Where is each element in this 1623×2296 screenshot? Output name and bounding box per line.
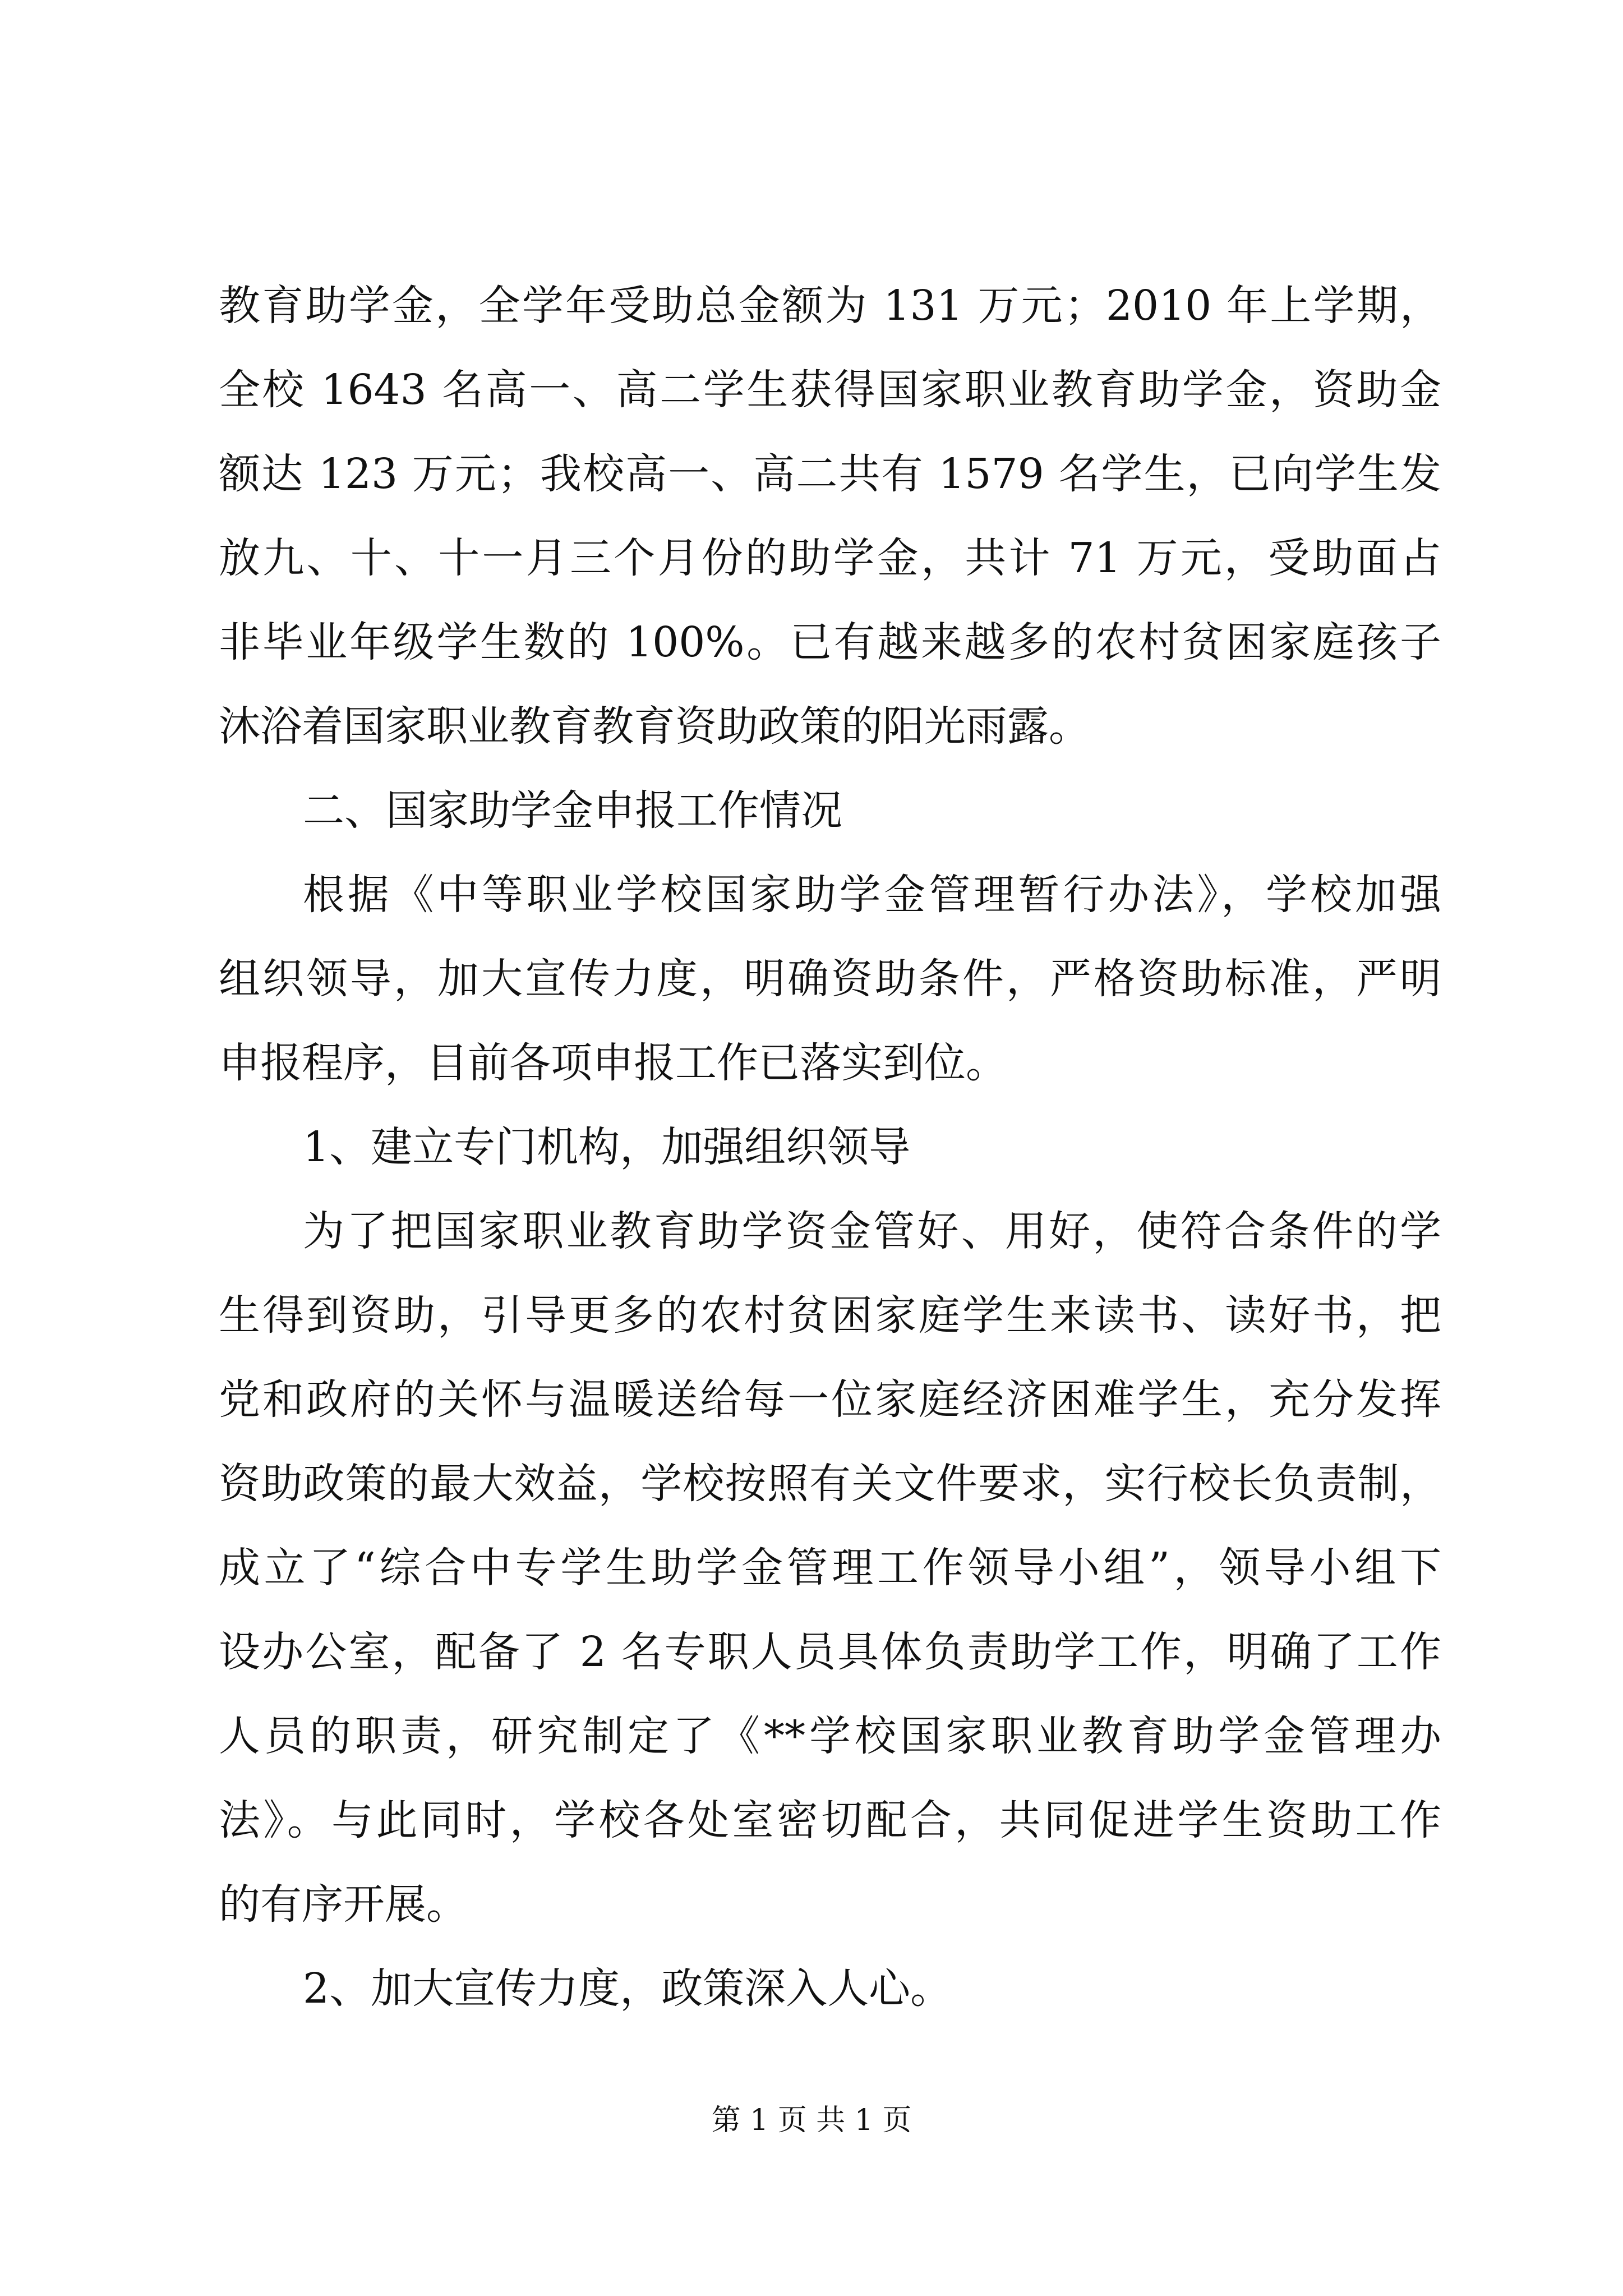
section-heading: 二、国家助学金申报工作情况 — [303, 786, 842, 835]
text-line: 法》。与此同时，学校各处室密切配合，共同促进学生资助工作 — [219, 1796, 1441, 1844]
text-line: 放九、十、十一月三个月份的助学金，共计 71 万元，受助面占 — [219, 534, 1441, 582]
text-line: 教育助学金，全学年受助总金额为 131 万元；2010 年上学期， — [219, 282, 1441, 330]
paragraph-organization — [219, 1189, 1441, 1947]
document-body — [219, 264, 1441, 2031]
paragraph-funding-summary — [219, 264, 1441, 769]
page-number: 第 1 页 共 1 页 — [711, 2104, 912, 2137]
paragraph-application-overview — [219, 853, 1441, 1105]
text-line: 非毕业年级学生数的 100%。已有越来越多的农村贫困家庭孩子 — [219, 618, 1441, 666]
text-line: 人员的职责，研究制定了《**学校国家职业教育助学金管理办 — [219, 1712, 1441, 1760]
text-line: 党和政府的关怀与温暖送给每一位家庭经济困难学生，充分发挥 — [219, 1375, 1441, 1424]
text-line: 成立了“综合中专学生助学金管理工作领导小组”，领导小组下 — [219, 1544, 1441, 1592]
text-line: 设办公室，配备了 2 名专职人员具体负责助学工作，明确了工作 — [219, 1628, 1441, 1676]
text-line: 沐浴着国家职业教育教育资助政策的阳光雨露。 — [219, 702, 1090, 751]
text-line: 资助政策的最大效益，学校按照有关文件要求，实行校长负责制， — [219, 1460, 1441, 1508]
text-line: 根据《中等职业学校国家助学金管理暂行办法》，学校加强 — [303, 871, 1441, 919]
text-line: 组织领导，加大宣传力度，明确资助条件，严格资助标准，严明 — [219, 955, 1441, 1003]
text-line: 额达 123 万元；我校高一、高二共有 1579 名学生，已向学生发 — [219, 450, 1441, 498]
text-line: 申报程序，目前各项申报工作已落实到位。 — [219, 1039, 1007, 1087]
subsection-heading-2: 2、加大宣传力度，政策深入人心。 — [303, 1964, 952, 2013]
text-line: 为了把国家职业教育助学资金管好、用好，使符合条件的学 — [303, 1207, 1441, 1255]
text-line: 全校 1643 名高一、高二学生获得国家职业教育助学金，资助金 — [219, 366, 1441, 414]
text-line: 的有序开展。 — [219, 1880, 468, 1929]
subsection-heading-1: 1、建立专门机构，加强组织领导 — [303, 1123, 911, 1171]
text-line: 生得到资助，引导更多的农村贫困家庭学生来读书、读好书，把 — [219, 1291, 1441, 1340]
